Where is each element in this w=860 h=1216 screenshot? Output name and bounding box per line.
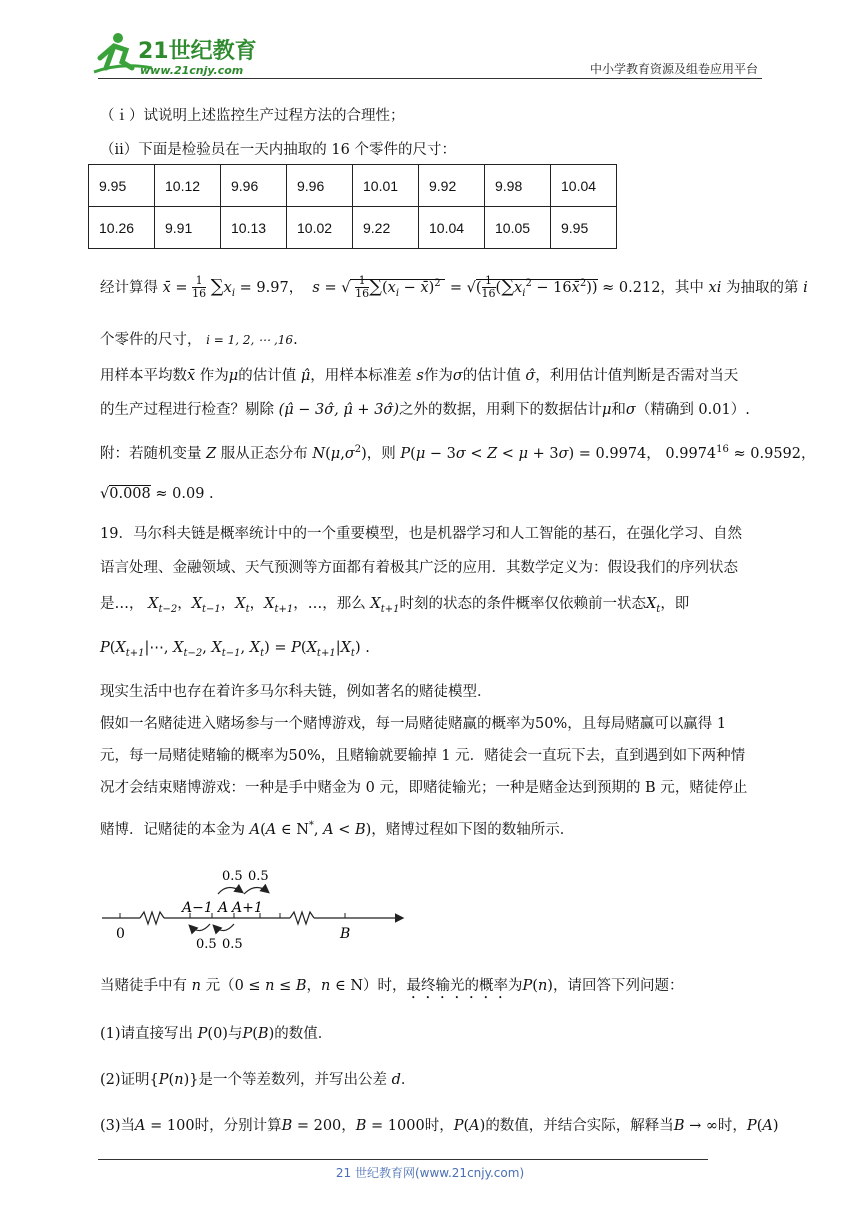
power-value: 0.9592: [750, 445, 802, 462]
q19b-text: 的数值，并结合实际，解释当: [485, 1118, 674, 1134]
instr-text: ，利用估计值判断是否需对当天: [535, 368, 739, 384]
instr-text: 之外的数据，用剩下的数据估计: [398, 402, 602, 418]
instr-text: 作为: [199, 368, 229, 384]
d-symbol: d: [391, 1072, 401, 1088]
calc-line-2: [100, 330, 298, 350]
instr-text: 作为: [423, 368, 453, 384]
instr-text: 的生产过程进行检查？剔除: [100, 402, 274, 418]
instruction-line-1: 用样本平均数x̄ 作为μ的估计值 μ̂，用样本标准差 s作为σ的估计值 σ̂，利用估计值判断是否需对当天: [100, 368, 739, 384]
q19-text: ，…，那么: [293, 596, 366, 612]
instr-text: 的估计值: [238, 368, 297, 384]
question-number: 19．: [100, 526, 133, 542]
instr-text: 的估计值: [462, 368, 521, 384]
calc-suffix-a: ，其中: [660, 279, 704, 296]
prob-bottom-left: 0.5: [196, 937, 217, 948]
i-symbol: i: [803, 279, 808, 296]
q19-text: 马尔科夫链是概率统计中的一个重要模型，也是机器学习和人工智能的基石，在强化学习、自然: [132, 526, 742, 542]
q19b-text: (2)证明: [100, 1072, 150, 1088]
q19b-text: 时，分别计算: [194, 1118, 282, 1134]
std-value: 0.212: [618, 279, 661, 296]
q19b-text: ，请回答下列问题：: [552, 978, 684, 994]
calc-prefix: 经计算得: [100, 279, 158, 296]
q19-line-9: 赌博．记赌徒的本金为 A(A ∈ N*, A < B)，赌博过程如下图的数轴所示．: [100, 820, 575, 838]
markov-formula: $P(X_{t+1}|\cdots$, $X_{t-2}$, $X_{t-1}$, $X_t) = P(X_{t+1}|X_t)$ .: [100, 640, 370, 659]
q19b-text: ）时，: [363, 978, 407, 994]
prob-top-left: 0.5: [222, 869, 243, 884]
arc-down-left: [190, 924, 210, 931]
q19b-text: 当赌徒手中有: [100, 978, 187, 994]
q19b-text: (3)当: [100, 1118, 136, 1134]
q19-text: 是…，: [100, 596, 144, 612]
table-cell: 9.95: [551, 207, 617, 249]
appendix-text: ，则: [366, 445, 396, 462]
sqrt-arg: 0.008: [109, 486, 151, 502]
condition-line: 当赌徒手中有 n 元（0 ≤ n ≤ B，n ∈ N）时，最终输光的概率为P(n)，请回答下列问题：: [100, 978, 684, 994]
normal-prob-value: 0.9974: [595, 445, 647, 462]
arc-up-left: [218, 887, 242, 894]
table-cell: 10.05: [485, 207, 551, 249]
q19b-text: 时，: [717, 1118, 747, 1134]
q19-text: ，赌博过程如下图的数轴所示．: [371, 821, 575, 838]
q19-line-8: 况才会结束赌博游戏：一种是手中赌金为 0 元，即赌徒输光；一种是赌金达到预期的 B 元，赌徒停止: [100, 780, 748, 796]
header-divider: [98, 78, 762, 79]
q19b-text: 元（: [205, 978, 235, 994]
footer-divider: [98, 1159, 708, 1160]
table-cell: 9.91: [155, 207, 221, 249]
table-cell: 10.02: [287, 207, 353, 249]
sample-table: [88, 164, 617, 249]
xi-symbol: xi: [708, 279, 722, 296]
question-i: （ｉ）试说明上述监控生产过程方法的合理性；: [100, 108, 405, 124]
logo-text: 21世纪教育: [138, 39, 257, 64]
emphasized-text: 最终输光的概率: [406, 978, 509, 994]
table-cell: 10.04: [419, 207, 485, 249]
question-ii: （ii）下面是检验员在一天内抽取的 16 个零件的尺寸：: [100, 142, 456, 158]
sub-question-2: (2)证明{P(n)}是一个等差数列，并写出公差 d．: [100, 1072, 416, 1088]
q19b-text: 是一个等差数列，并写出公差: [198, 1072, 387, 1088]
table-cell: 9.95: [89, 165, 155, 207]
mean-value: 9.97: [256, 279, 289, 296]
calc-line2-text: 个零件的尺寸，: [100, 332, 202, 348]
table-cell: 9.92: [419, 165, 485, 207]
q19b-text: ．: [400, 1072, 416, 1088]
site-logo: [92, 28, 262, 80]
label-a: A: [218, 900, 229, 916]
q19b-text: 与: [227, 1026, 243, 1042]
table-cell: 9.98: [485, 165, 551, 207]
q19-text: 赌博．记赌徒的本金为: [100, 821, 245, 838]
appendix-text: 附：若随机变量: [100, 445, 202, 462]
label-a-minus-1: A−1: [182, 900, 213, 916]
sub-question-3: (3)当A = 100时，分别计算B = 200，B = 1000时，P(A)的数值，并结合实际，解释当B → ∞时，P(A): [100, 1118, 779, 1134]
label-a-plus-1: A+1: [232, 900, 263, 916]
label-b: B: [340, 926, 351, 942]
n-symbol: n: [191, 978, 201, 994]
power-base: 0.9974: [665, 445, 717, 462]
q19-line-5: 现实生活中也存在着许多马尔科夫链，例如著名的赌徒模型．: [100, 684, 492, 700]
q19b-text: 的数值．: [274, 1026, 333, 1042]
sqrt-value: 0.09: [172, 486, 205, 502]
prob-bottom-right: 0.5: [222, 937, 243, 948]
q19b-text: (1)请直接写出: [100, 1026, 194, 1042]
table-cell: 10.13: [221, 207, 287, 249]
appendix-line: 附：若随机变量 Z 服从正态分布 $N(\mu,\sigma^2)$，则 P(μ − 3σ < Z < μ + 3σ) = 0.9974， $0.9974^{16} \approx 0.9592$，: [100, 444, 816, 462]
q19-line-6: 假如一名赌徒进入赌场参与一个赌博游戏，每一局赌徒赌赢的概率为50%，且每局赌赢可以赢得 1: [100, 716, 727, 732]
q19b-text: 为: [508, 978, 523, 994]
table-cell: 10.04: [551, 165, 617, 207]
q19-line-1: [100, 524, 742, 544]
instr-text: 和: [611, 402, 626, 418]
instr-text: （精确到 0.01）.: [635, 402, 750, 418]
arc-down-right: [214, 924, 234, 931]
q19b-text: 时，: [424, 1118, 454, 1134]
q19b-text: ，: [341, 1118, 356, 1134]
logo-url: www.21cnjy.com: [140, 64, 244, 77]
table-row: [89, 165, 617, 207]
gambler-number-line: [100, 868, 410, 948]
calc-end: .: [293, 332, 298, 348]
sub-question-1: (1)请直接写出 P(0)与P(B)的数值．: [100, 1026, 333, 1042]
q19-line-7: 元，每一局赌徒赌输的概率为50%，且赌输就要输掉 1 元．赌徒会一直玩下去，直到遇到如下两种情: [100, 748, 746, 764]
instruction-line-2: 的生产过程进行检查？剔除 (μ̂ − 3σ̂, μ̂ + 3σ̂)之外的数据，用剩下的数据估计μ和σ（精确到 0.01）.: [100, 402, 750, 418]
table-row: [89, 207, 617, 249]
platform-title: 中小学教育资源及组卷应用平台: [589, 62, 758, 76]
sqrt-line: √0.008 ≈ 0.09 .: [100, 486, 214, 502]
table-cell: 9.96: [221, 165, 287, 207]
footer-text: 21 世纪教育网(www.21cnjy.com): [335, 1166, 525, 1180]
prob-top-right: 0.5: [248, 869, 269, 884]
label-zero: 0: [116, 926, 125, 942]
table-cell: 10.01: [353, 165, 419, 207]
index-range: i = 1, 2, ⋯ ,16: [206, 333, 294, 347]
q19-text: ，即: [660, 596, 690, 612]
instr-text: 用样本平均数: [100, 368, 187, 384]
calc-suffix-b: 为抽取的第: [725, 279, 799, 296]
arc-up-right: [244, 887, 268, 894]
appendix-text: 服从正态分布: [220, 445, 308, 462]
q19-line-2: 语言处理、金融领域、天气预测等方面都有着极其广泛的应用．其数学定义为：假设我们的序列状态: [100, 560, 738, 576]
calc-line: 经计算得 x̄ = $\frac{1}{16}$ $\sum x_i = 9.97$， s = √ $\frac{1}{16}$ $\sum(x_i$ − x̄)$^2$ = √( $\frac{1}{16}$ ($\sum x_i^2$ − 16x̄$^2$)) ≈ 0.212，其中 xi 为抽取的第 i: [100, 274, 808, 301]
q19-line-3: 是…， $X_{t-2}$，$X_{t-1}$，$X_t$，$X_{t+1}$，…，那么 $X_{t+1}$时刻的状态的条件概率仅依赖前一状态$X_t$，即: [100, 596, 690, 615]
instr-text: ，用样本标准差: [310, 368, 412, 384]
table-cell: 9.96: [287, 165, 353, 207]
table-cell: 10.12: [155, 165, 221, 207]
table-cell: 10.26: [89, 207, 155, 249]
table-cell: 9.22: [353, 207, 419, 249]
q19-text: 时刻的状态的条件概率仅依赖前一状态: [399, 596, 646, 612]
